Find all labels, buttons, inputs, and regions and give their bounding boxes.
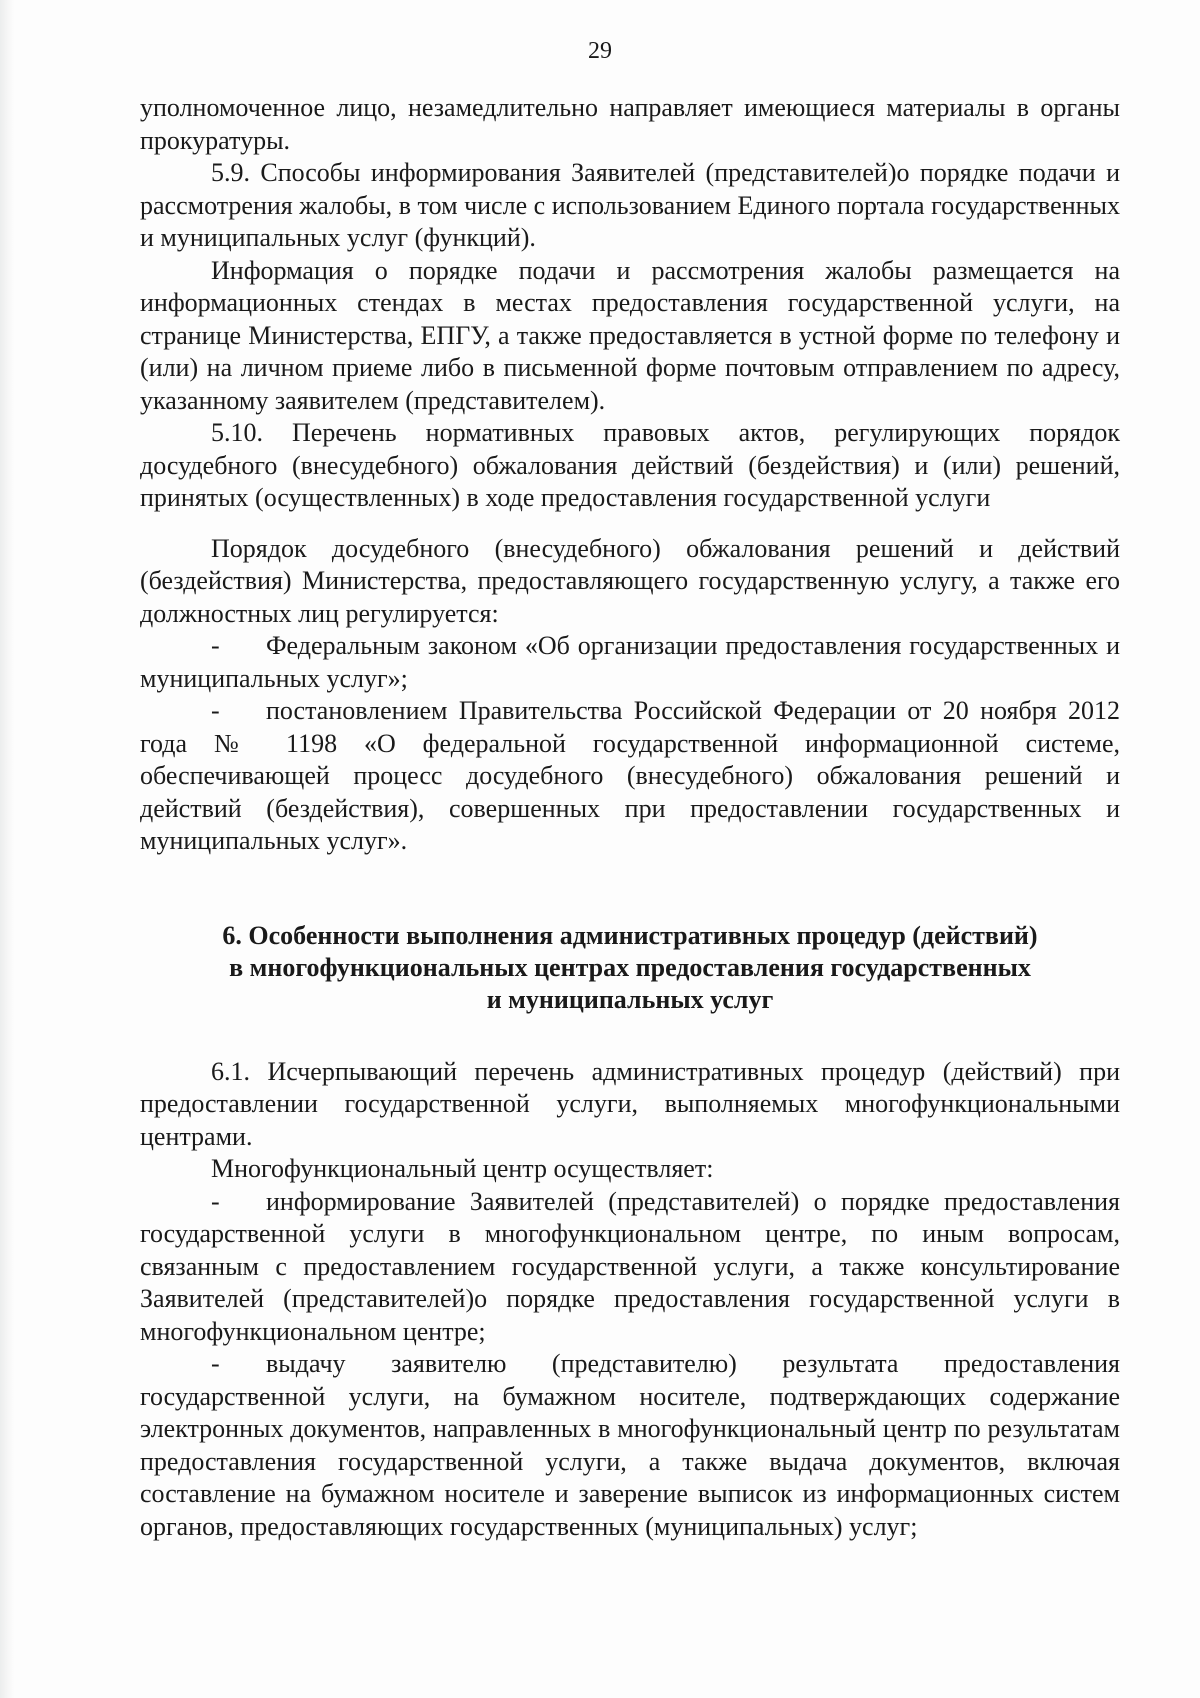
- paragraph: Информация о порядке подачи и рассмотрения жалобы размещается на информационных стендах в местах предоставления государственной услуги, на странице Министерства, ЕПГУ, а также предоставляется в устной форме по телефону и (или) на личном приеме либо в письменной форме почтовым отправлением по адресу, указанному заявителем (представителем).: [140, 255, 1120, 415]
- bullet-dash: -: [211, 1349, 220, 1378]
- heading-line: 6. Особенности выполнения административных процедур (действий): [222, 920, 1038, 950]
- paragraph-5-10: 5.10. Перечень нормативных правовых актов, регулирующих порядок досудебного (внесудебного) обжалования действий (бездействия) и (или) решений, принятых (осуществленных) в ходе предоставления государственной услуги: [140, 418, 1120, 512]
- bullet-dash: -: [211, 1186, 220, 1216]
- list-item: [140, 1348, 1120, 1543]
- list-item: [140, 630, 1120, 695]
- list-item: [140, 695, 1120, 858]
- scan-edge: [0, 0, 14, 1698]
- list-item-text: Федеральным законом «Об организации предоставления государственных и муниципальных услуг»;: [140, 631, 1120, 693]
- list-item-text: информирование Заявителей (представителей) о порядке предоставления государственной услуги в многофункциональном центре, по иным вопросам, связанным с предоставлением государственной услуги, а также консультирование Заявителей (представителей)о порядке предоставления государственной услуги в многофункциональном центре;: [140, 1186, 1120, 1346]
- paragraph: Многофункциональный центр осуществляет:: [211, 1154, 714, 1183]
- heading-line: в многофункциональных центрах предоставления государственных: [229, 952, 1031, 982]
- bullet-dash: -: [211, 696, 220, 725]
- heading-line: и муниципальных услуг: [486, 984, 774, 1014]
- paragraph: уполномоченное лицо, незамедлительно направляет имеющиеся материалы в органы прокуратуры.: [140, 93, 1120, 155]
- list-item: [140, 1186, 1120, 1349]
- list-item-text: постановлением Правительства Российской Федерации от 20 ноября 2012 года № 1198 «О федеральной государственной информационной системе, обеспечивающей процесс досудебного (внесудебного) обжалования решений и действий (бездействия), совершенных при предоставлении государственных и муниципальных услуг».: [140, 696, 1120, 855]
- page-number: 29: [588, 38, 612, 64]
- paragraph-6-1: 6.1. Исчерпывающий перечень административных процедур (действий) при предоставлении государственной услуги, выполняемых многофункциональными центрами.: [140, 1056, 1120, 1151]
- document-body: [140, 92, 1120, 1543]
- paragraph: Порядок досудебного (внесудебного) обжалования решений и действий (бездействия) Министерства, предоставляющего государственную услугу, а также его должностных лиц регулируется:: [140, 533, 1120, 628]
- paragraph-5-9: 5.9. Способы информирования Заявителей (представителей)о порядке подачи и рассмотрения жалобы, в том числе с использованием Единого портала государственных и муниципальных услуг (функций).: [140, 158, 1120, 252]
- section-heading: [140, 920, 1120, 1016]
- list-item-text: выдачу заявителю (представителю) результата предоставления государственной услуги, на бумажном носителе, подтверждающих содержание электронных документов, направленных в многофункциональный центр по результатам предоставления государственной услуги, а также выдача документов, включая составление на бумажном носителе и заверение выписок из информационных систем органов, предоставляющих государственных (муниципальных) услуг;: [140, 1349, 1120, 1541]
- bullet-dash: -: [211, 631, 220, 660]
- spacer: [140, 515, 1120, 533]
